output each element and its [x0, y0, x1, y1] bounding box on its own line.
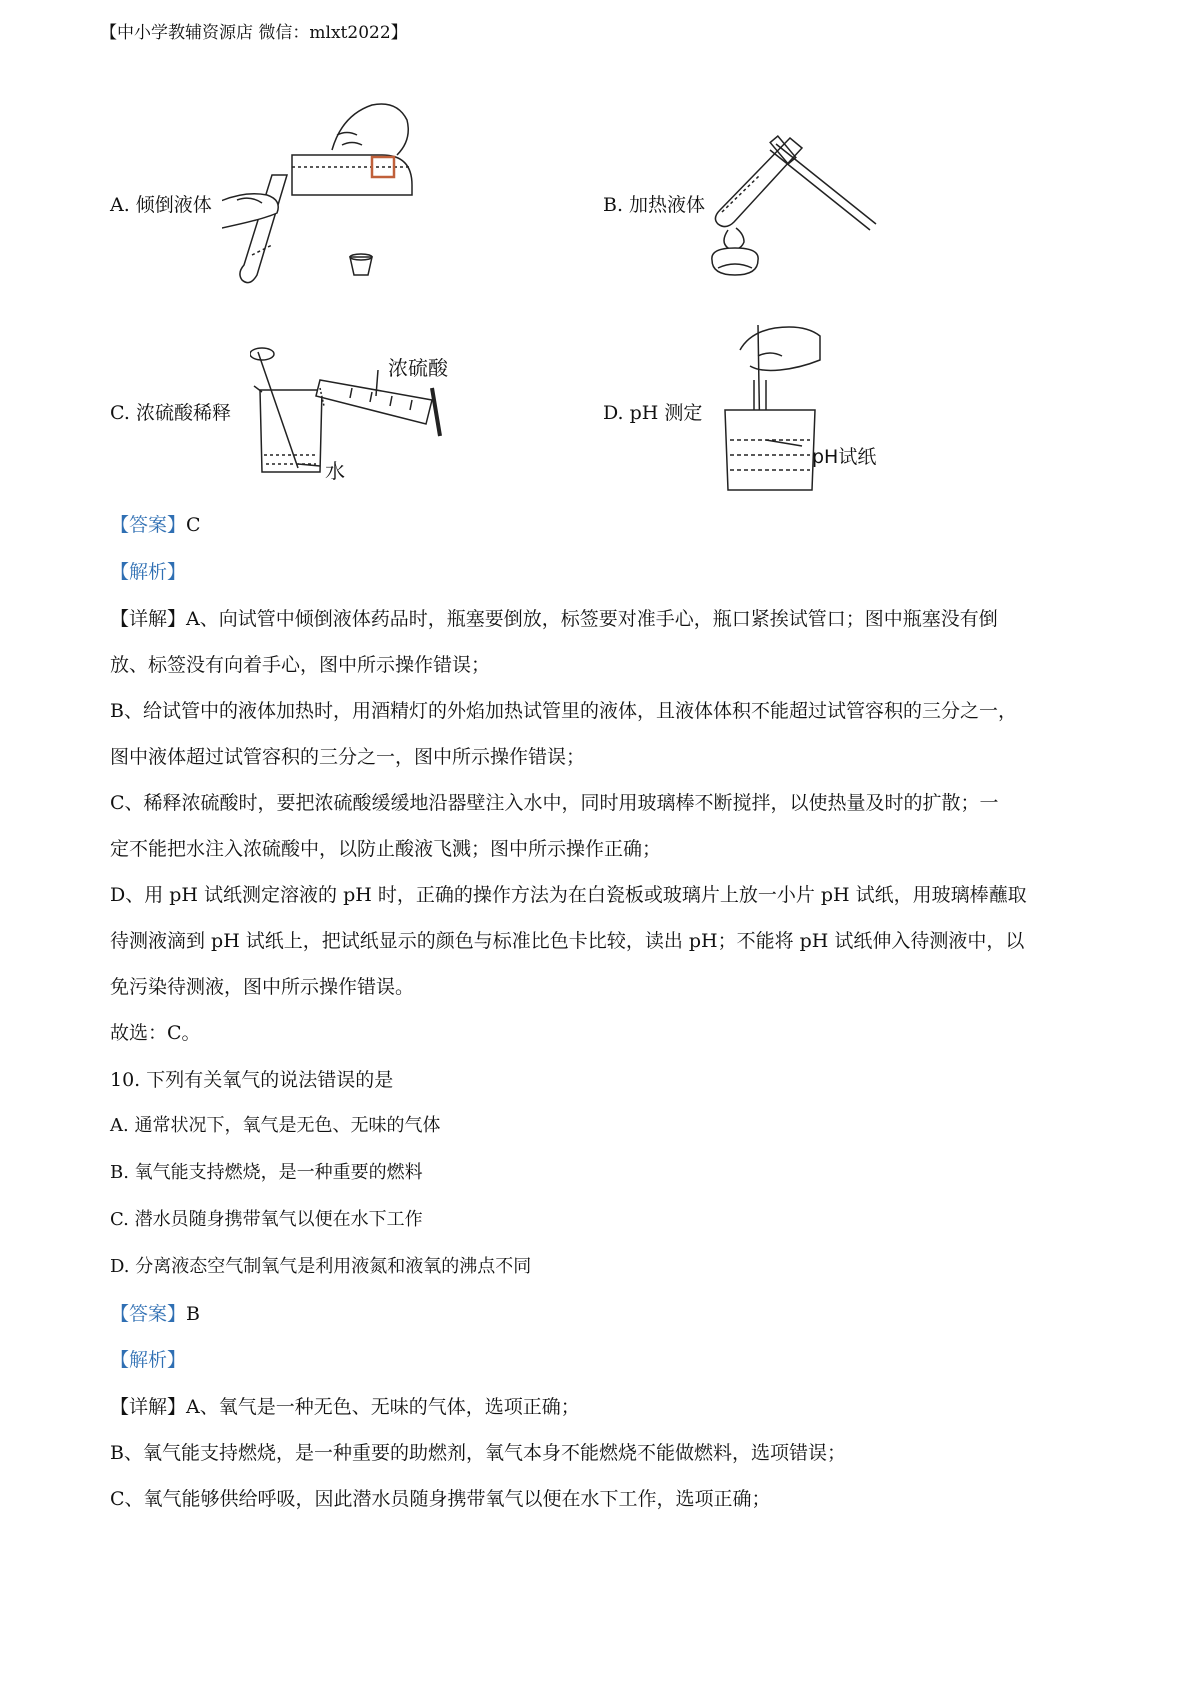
- page-header: 【中小学教辅资源店 微信：mlxt2022】: [100, 23, 408, 43]
- answer-value: C: [186, 514, 201, 536]
- q10-option-a: A. 通常状况下，氧气是无色、无味的气体: [110, 1115, 441, 1136]
- q10-answer: [110, 1300, 1100, 1328]
- q9-detail-line-3: B、给试管中的液体加热时，用酒精灯的外焰加热试管里的液体，且液体体积不能超过试管容积的三分之一，: [110, 700, 1017, 722]
- q9-answer: [110, 511, 1100, 539]
- answer-tag: 【答案】: [110, 1303, 187, 1325]
- detail-tag: 【详解】: [110, 608, 187, 630]
- q9-detail-line-2: 放、标签没有向着手心，图中所示操作错误；: [110, 654, 491, 676]
- option-b-label: B. 加热液体: [603, 194, 706, 216]
- q10-option-c: C. 潜水员随身携带氧气以便在水下工作: [110, 1209, 423, 1230]
- q9-analysis-tag: 【解析】: [110, 561, 187, 583]
- q9-detail-line-7: D、用 pH 试纸测定溶液的 pH 时，正确的操作方法为在白瓷板或玻璃片上放一小片 pH 试纸，用玻璃棒蘸取: [110, 884, 1027, 906]
- q9-detail-line-4: 图中液体超过试管容积的三分之一，图中所示操作错误；: [110, 746, 586, 768]
- answer-value: B: [186, 1303, 200, 1325]
- option-d-label: D. pH 测定: [603, 402, 703, 424]
- q10-analysis-tag: 【解析】: [110, 1349, 187, 1371]
- option-c-label: C. 浓硫酸稀释: [110, 402, 231, 424]
- acid-figure-label: 浓硫酸: [388, 356, 448, 380]
- q9-detail-line-9: 免污染待测液，图中所示操作错误。: [110, 976, 415, 998]
- q10-stem: 10. 下列有关氧气的说法错误的是: [110, 1069, 394, 1091]
- q9-detail-line-6: 定不能把水注入浓硫酸中，以防止酸液飞溅；图中所示操作正确；: [110, 838, 662, 860]
- q9-detail-line-8: 待测液滴到 pH 试纸上，把试纸显示的颜色与标准比色卡比较，读出 pH；不能将 pH 试纸伸入待测液中，以: [110, 930, 1025, 952]
- answer-tag: 【答案】: [110, 514, 187, 536]
- q10-detail-line-2: B、氧气能支持燃烧，是一种重要的助燃剂，氧气本身不能燃烧不能做燃料，选项错误；: [110, 1442, 846, 1464]
- q10-detail-line-3: C、氧气能够供给呼吸，因此潜水员随身携带氧气以便在水下工作，选项正确；: [110, 1488, 771, 1510]
- pour-liquid-figure: [222, 95, 422, 295]
- water-figure-label: 水: [325, 459, 345, 483]
- q10-option-d: D. 分离液态空气制氧气是利用液氮和液氧的沸点不同: [110, 1256, 532, 1277]
- heat-liquid-figure: [690, 130, 880, 280]
- q10-option-b: B. 氧气能支持燃烧，是一种重要的燃料: [110, 1162, 423, 1183]
- q9-detail-line-1: 【详解】A、向试管中倾倒液体药品时，瓶塞要倒放，标签要对准手心，瓶口紧挨试管口；图中瓶塞没有倒: [110, 608, 998, 630]
- q10-detail-line-1: 【详解】A、氧气是一种无色、无味的气体，选项正确；: [110, 1396, 580, 1418]
- detail-tag: 【详解】: [110, 1396, 187, 1418]
- ph-paper-figure-label: pH试纸: [812, 446, 877, 468]
- q9-detail-line-5: C、稀释浓硫酸时，要把浓硫酸缓缓地沿器壁注入水中，同时用玻璃棒不断搅拌，以使热量及时的扩散；一: [110, 792, 999, 814]
- option-a-label: A. 倾倒液体: [110, 194, 212, 216]
- q9-conclusion: 故选：C。: [110, 1022, 201, 1044]
